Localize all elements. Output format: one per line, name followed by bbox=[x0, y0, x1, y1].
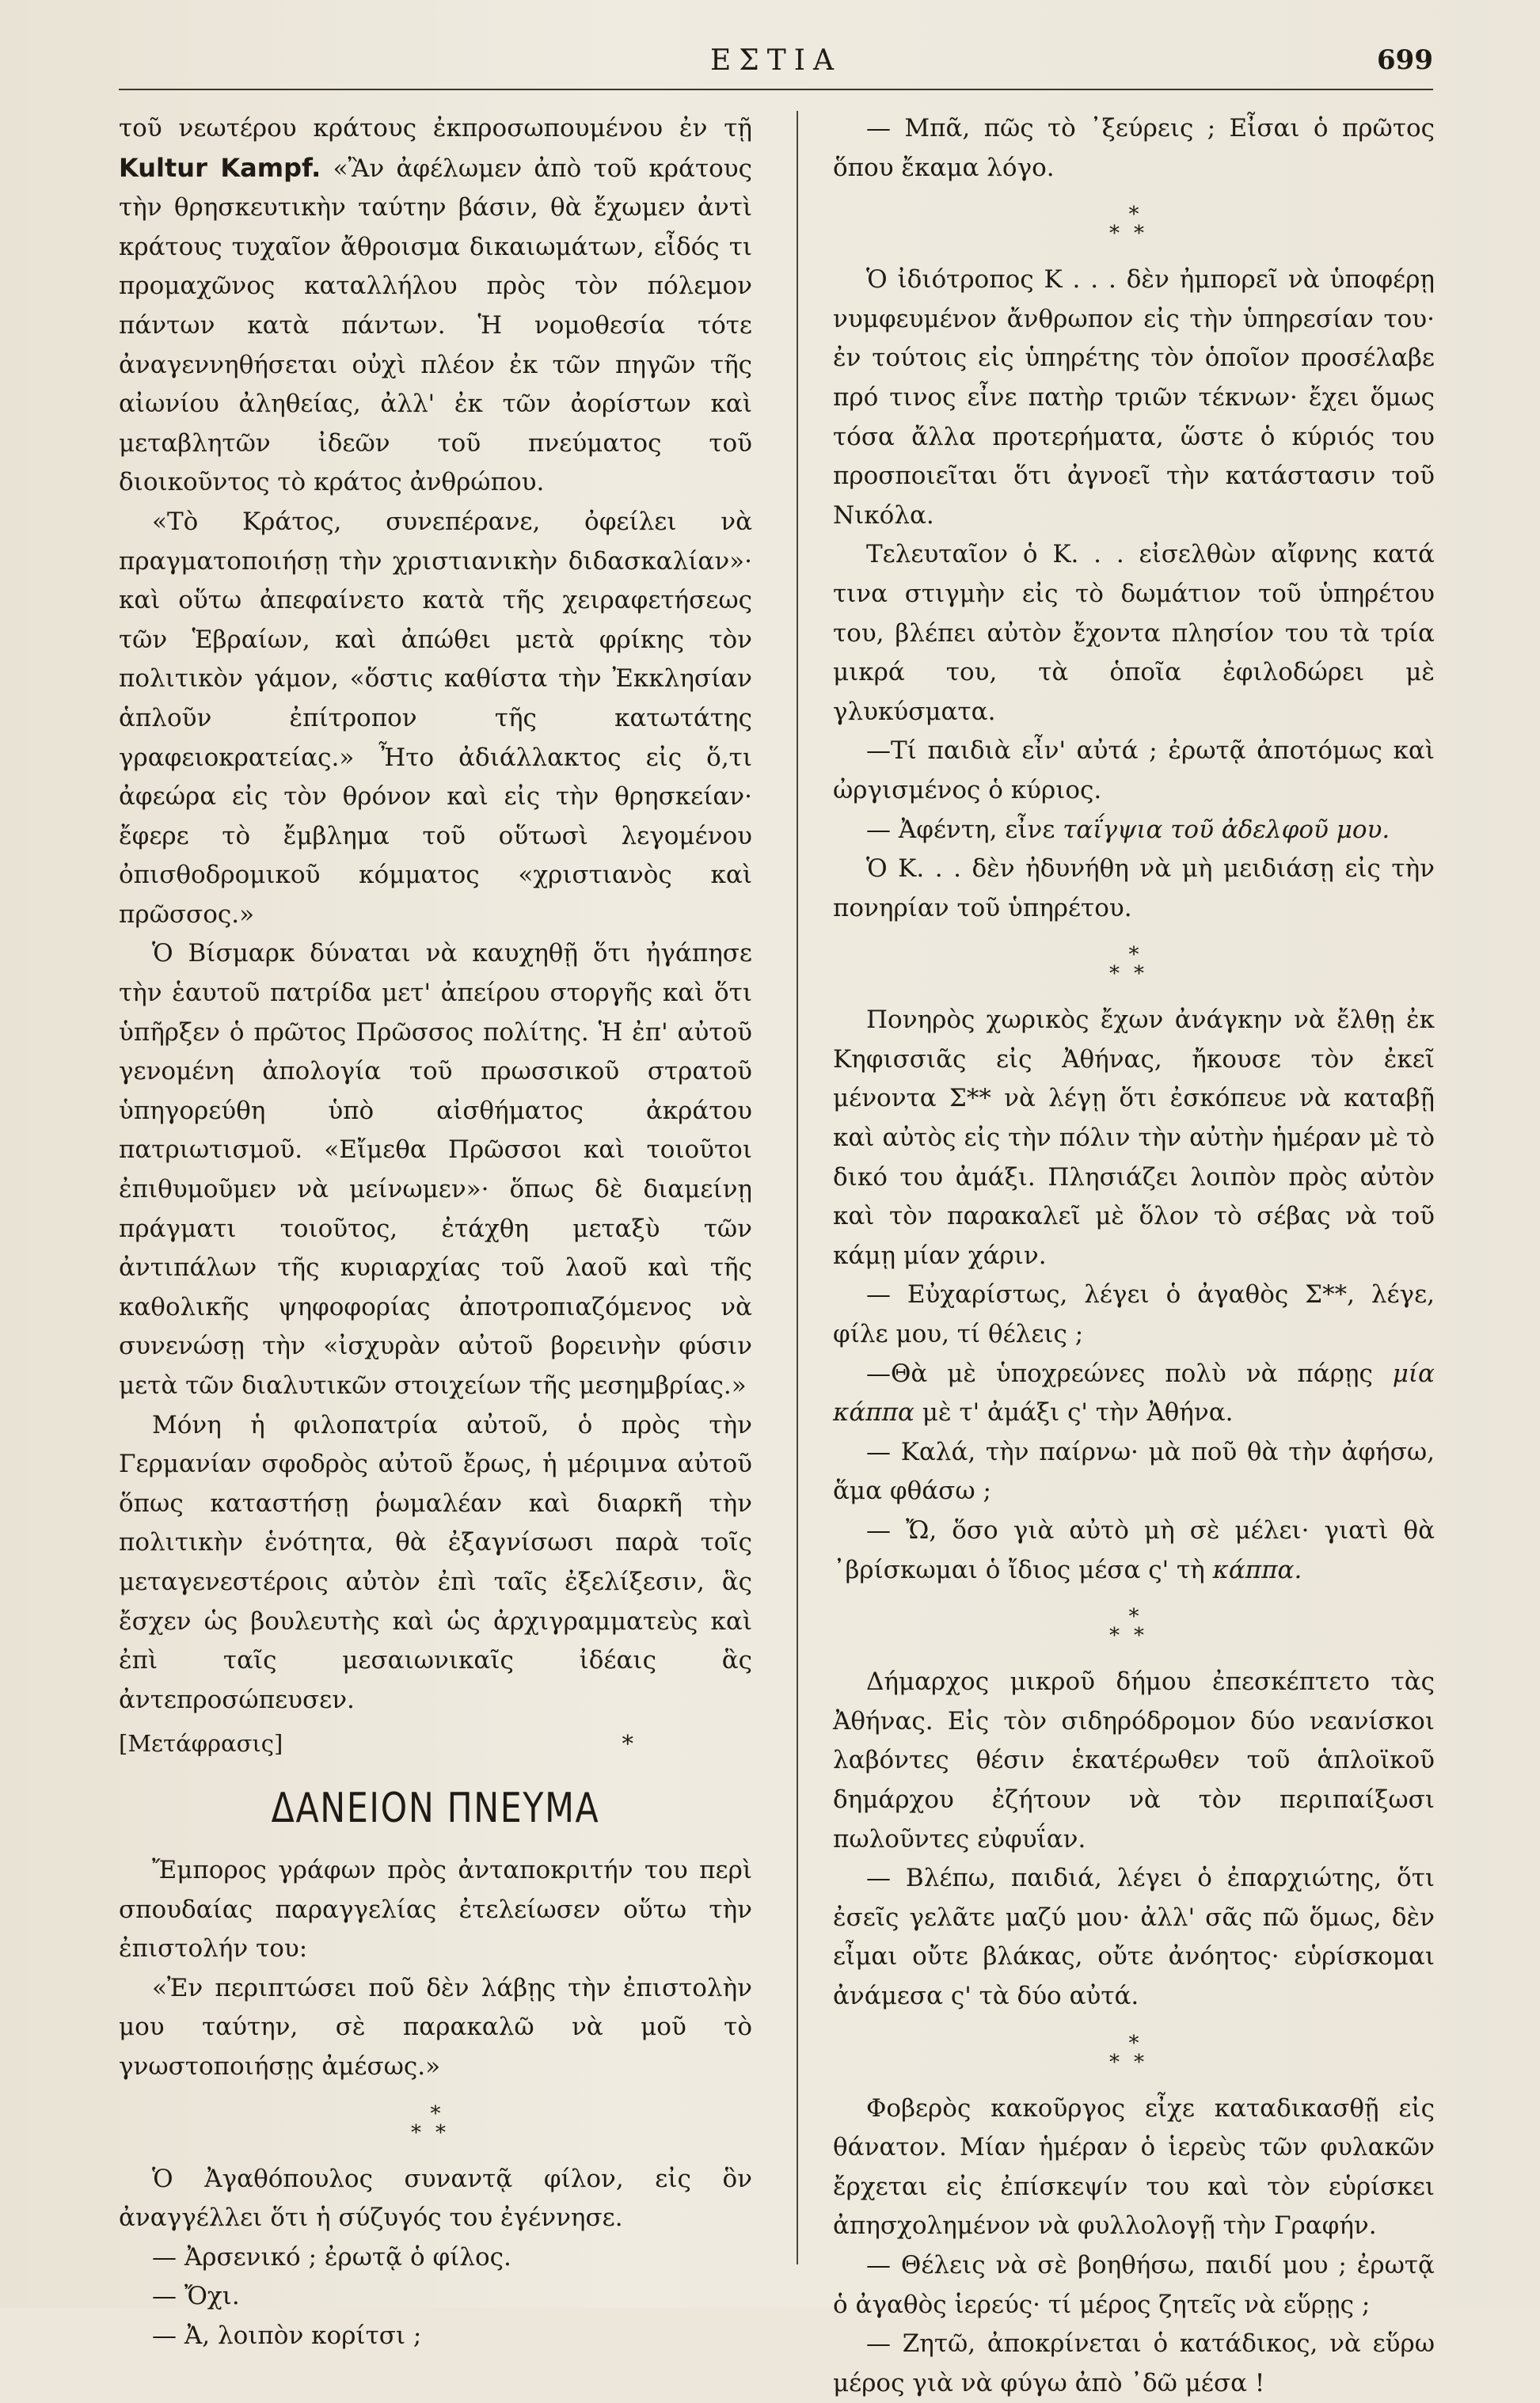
anecdote-mayor: Δήμαρχος μικροῦ δήμου ἐπεσκέπτετο τὰς Ἀθήνας. Εἰς τὸν σιδηρόδρομον δύο νεανίσκοι λαβόντες θέσιν ἑκατέρωθεν τοῦ ἁπλοϊκοῦ δημάρχου ἐζήτουν νὰ τὸν περιπαίξωσι πωλοῦντες εὐφυΐαν. bbox=[833, 1667, 1435, 1854]
dialogue-line: — Ζητῶ, ἀποκρίνεται ὁ κατάδικος, νὰ εὕρω μέρος γιὰ νὰ φύγω ἀπὸ ᾽δῶ μέσα ! bbox=[833, 2329, 1435, 2397]
paragraph-3: Ὁ Βίσμαρκ δύναται νὰ καυχηθῇ ὅτι ἠγάπησε τὴν ἑαυτοῦ πατρίδα μετ' ἀπείρου στοργῆς καὶ ὅτι ὑπῆρξεν ὁ πρῶτος Πρῶσσος πολίτης. Ἡ ἐπ' αὐτοῦ γενομένη ἀπολογία τοῦ πρωσσικοῦ στρατοῦ ὑπηγορεύθη ὑπὸ αἰσθήματος ἀκράτου πατριωτισμοῦ. «Εἴμεθα Πρῶσσοι καὶ τοιοῦτοι ἐπιθυμοῦμεν νὰ μείνωμεν»· ὅπως δὲ διαμείνῃ πράγματι τοιοῦτος, ἐτάχθη μεταξὺ τῶν ἀντιπάλων τῆς κυριαρχίας τοῦ λαοῦ καὶ τῆς καθολικῆς ψηφοφορίας ἀποτροπιαζόμενος νὰ συνενώσῃ τὴν «ἰσχυρὰν αὐτοῦ βορεινὴν φύσιν μετὰ τῶν διαλυτικῶν στοιχείων τῆς μεσημβρίας.» bbox=[119, 939, 752, 1400]
separator-star-bottom: ** bbox=[1109, 1624, 1158, 1648]
header-rule bbox=[119, 89, 1433, 90]
separator-stars bbox=[833, 203, 1435, 246]
separator-star-top: * bbox=[1128, 943, 1139, 968]
journal-title: ΕΣΤΙΑ bbox=[710, 44, 842, 77]
anecdote-convict: Φοβερὸς κακοῦργος εἶχε καταδικασθῇ εἰς θάνατον. Μίαν ἡμέραν ὁ ἱερεὺς τῶν φυλακῶν ἔρχεται εἰς ἐπίσκεψίν του καὶ τὸν εὑρίσκει ἀπησχολημένον νὰ φυλλολογῇ τὴν Γραφήν. bbox=[833, 2093, 1435, 2241]
dialogue-line: — Ἀρσενικό ; ἐρωτᾷ ὁ φίλος. bbox=[152, 2242, 511, 2272]
anecdote-merchant: Ἔμπορος γράφων πρὸς ἀνταποκριτήν του περὶ σπουδαίας παραγγελίας ἐτελείωσεν οὕτω τὴν ἐπιστολήν του: bbox=[119, 1855, 752, 1964]
anecdote-servant-end: Ὁ Κ. . . δὲν ἠδυνήθη νὰ μὴ μειδιάσῃ εἰς τὴν πονηρίαν τοῦ ὑπηρέτου. bbox=[833, 854, 1435, 922]
separator-stars bbox=[833, 1605, 1435, 1648]
dialogue-line bbox=[833, 811, 1435, 850]
separator-star-top: * bbox=[430, 2101, 441, 2126]
dialogue-line: —Τί παιδιὰ εἶν' αὐτά ; ἐρωτᾷ ἀποτόμως καὶ ὠργισμένος ὁ κύριος. bbox=[833, 736, 1435, 804]
translation-label: [Μετάφρασις] bbox=[119, 1730, 283, 1758]
page-header bbox=[119, 38, 1433, 86]
separator-star-bottom: ** bbox=[411, 2120, 460, 2145]
separator-star-top: * bbox=[1128, 2031, 1139, 2055]
separator-stars bbox=[119, 2101, 752, 2145]
intro-rest: «Ἂν ἀφέλωμεν ἀπὸ τοῦ κράτους τὴν θρησκευτικὴν ταύτην βάσιν, θὰ ἔχωμεν ἀντὶ κράτους τυχαῖον ἄθροισμα δικαιωμάτων, εἶδός τι προμαχῶνος καταλλήλου πρὸς τὸν πόλεμον πάντων κατὰ πάντων. Ἡ νομοθεσία τότε ἀναγεννηθήσεται οὐχὶ πλέον ἐκ τῶν πηγῶν τῆς αἰωνίου ἀληθείας, ἀλλ' ἐκ τῶν ἀορίστων καὶ μεταβλητῶν ἰδεῶν τοῦ πνεύματος τοῦ διοικοῦντος τὸ κράτος ἀνθρώπου. bbox=[119, 154, 752, 497]
separator-stars bbox=[833, 943, 1435, 987]
anecdote-agathopoulos: Ὁ Ἀγαθόπουλος συναντᾷ φίλον, εἰς ὃν ἀναγγέλλει ὅτι ἡ σύζυγός του ἐγέννησε. bbox=[119, 2164, 752, 2233]
dialogue-line: — Ὄχι. bbox=[152, 2282, 240, 2311]
dialogue-lead: —Θὰ μὲ ὑποχρεώνες πολὺ νὰ πάρῃς bbox=[866, 1359, 1393, 1388]
dialogue-line: — Ἀ, λοιπὸν κορίτσι ; bbox=[152, 2321, 422, 2350]
dialogue-line: — Μπᾶ, πῶς τὸ ᾽ξεύρεις ; Εἶσαι ὁ πρῶτος ὅπου ἔκαμα λόγο. bbox=[833, 114, 1435, 182]
author-mark: * bbox=[622, 1730, 633, 1758]
page-number: 699 bbox=[1377, 44, 1433, 76]
paragraph-2: «Τὸ Κράτος, συνεπέρανε, ὀφείλει νὰ πραγματοποιήσῃ τὴν χριστιανικὴν διδασκαλίαν»· καὶ οὕτω ἀπεφαίνετο κατὰ τῆς χειραφετήσεως τῶν Ἑβραίων, καὶ ἀπώθει μετὰ φρίκης τὸν πολιτικὸν γάμον, «ὅστις καθίστα τὴν Ἐκκλησίαν ἁπλοῦν ἐπίτροπον τῆς κατωτάτης γραφειοκρατείας.» Ἦτο ἀδιάλλακτος εἰς ὅ,τι ἀφεώρα εἰς τὸν θρόνον καὶ εἰς τὴν θρησκείαν· ἔφερε τὸ ἔμβλημα τοῦ οὕτωσὶ λεγομένου ὀπισθοδρομικοῦ κόμματος «χριστιανὸς καὶ πρῶσσος.» bbox=[119, 507, 752, 929]
anecdote-servant-2: Τελευταῖον ὁ Κ. . . εἰσελθὼν αἴφνης κατά τινα στιγμὴν εἰς τὸ δωμάτιον τοῦ ὑπηρέτου του, βλέπει αὐτὸν ἔχοντα πλησίον του τὰ τρία μικρά του, τὰ ὁποῖα ἐφιλοδώρει μὲ γλυκύσματα. bbox=[833, 540, 1435, 726]
dialogue-tail: μὲ τ' ἀμάξι ς' τὴν Ἀθήνα. bbox=[914, 1398, 1234, 1428]
dialogue-line: — Βλέπω, παιδιά, λέγει ὁ ἐπαρχιώτης, ὅτι ἐσεῖς γελᾶτε μαζύ μου· ἀλλ' σᾶς πῶ ὅμως, δὲν εἶμαι οὔτε βλάκας, οὔτε ἀνόητος· εὑρίσκομαι ἀνάμεσα ς' τὰ δύο αὐτά. bbox=[833, 1864, 1435, 2010]
dialogue-emphasis: ταΐγψια τοῦ ἀδελφοῦ μου. bbox=[1063, 815, 1390, 844]
anecdote-servant: Ὁ ἰδιότροπος Κ . . . δὲν ἠμπορεῖ νὰ ὑποφέρῃ νυμφευμένον ἄνθρωπον εἰς τὴν ὑπηρεσίαν του· ἐν τούτοις εἰς ὑπηρέτης τὸν ὁποῖον προσέλαβε πρό τινος εἶνε πατὴρ τριῶν τέκνων· ἔχει ὅμως τόσα ἄλλα προτερήματα, ὥστε ὁ κύριός του προσποιεῖται ὅτι ἀγνοεῖ τὴν κατάστασιν τοῦ Νικόλα. bbox=[833, 265, 1435, 530]
paragraph-4: Μόνη ἡ φιλοπατρία αὐτοῦ, ὁ πρὸς τὴν Γερμανίαν σφοδρὸς αὐτοῦ ἔρως, ἡ μέριμνα αὐτοῦ ὅπως καταστήσῃ ῥωμαλέαν καὶ διαρκῆ τὴν πολιτικὴν ἑνότητα, θὰ ἐξαγνίσωσι παρὰ τοῖς μεταγενεστέροις αὐτὸν ἐπὶ ταῖς ἐξελίξεσιν, ἃς ἔσχεν ὡς βουλευτὴς καὶ ὡς ἀρχιγραμματεὺς καὶ ἐπὶ ταῖς μεσαιωνικαῖς ἰδέαις ἃς ἀντεπροσώπευσεν. bbox=[119, 1410, 752, 1714]
kultur-kampf: Kultur Kampf. bbox=[119, 152, 321, 183]
dialogue-emphasis: μία κάππα bbox=[833, 1359, 1435, 1428]
section-title: ΔΑΝΕΙΟΝ ΠΝΕΥΜΑ bbox=[271, 1784, 600, 1832]
separator-stars bbox=[833, 2031, 1435, 2074]
separator-star-top: * bbox=[1128, 1605, 1139, 1629]
dialogue-line: — Θέλεις νὰ σὲ βοηθήσω, παιδί μου ; ἐρωτᾷ ὁ ἀγαθὸς ἱερεύς· τί μέρος ζητεῖς νὰ εὕρῃς ; bbox=[833, 2250, 1435, 2319]
separator-star-bottom: ** bbox=[1109, 222, 1158, 246]
column-divider bbox=[797, 111, 798, 2264]
dialogue-emphasis: κάππα. bbox=[1212, 1555, 1302, 1584]
dialogue-line: — Εὐχαρίστως, λέγει ὁ ἀγαθὸς Σ**, λέγε, φίλε μου, τί θέλεις ; bbox=[833, 1280, 1435, 1349]
dialogue-lead: — Ἀφέντη, εἶνε bbox=[866, 815, 1063, 844]
translation-signature bbox=[119, 1724, 752, 1764]
dialogue-line bbox=[833, 1355, 1435, 1433]
dialogue-lead: — Ὤ, ὅσο γιὰ αὐτὸ μὴ σὲ μέλει· γιατὶ θὰ ᾽βρίσκωμαι ὁ ἴδιος μέσα ς' τὴ bbox=[833, 1516, 1435, 1584]
anecdote-merchant-quote: «Ἐν περιπτώσει ποῦ δὲν λάβῃς τὴν ἐπιστολὴν μου ταύτην, σὲ παρακαλῶ νὰ μοῦ τὸ γνωστοποιήσῃς ἀμέσως.» bbox=[119, 1973, 752, 2081]
dialogue-line bbox=[833, 1511, 1435, 1590]
right-column bbox=[833, 109, 1435, 2397]
dialogue-line: — Καλά, τὴν παίρνω· μὰ ποῦ θὰ τὴν ἀφήσω, ἅμα φθάσω ; bbox=[833, 1437, 1435, 1506]
left-column bbox=[119, 109, 752, 2350]
separator-star-bottom: ** bbox=[1109, 2050, 1158, 2074]
anecdote-villager: Πονηρὸς χωρικὸς ἔχων ἀνάγκην νὰ ἔλθῃ ἐκ Κηφισσιᾶς εἰς Ἀθήνας, ἤκουσε τὸν ἐκεῖ μένοντα Σ** νὰ λέγῃ ὅτι ἐσκόπευε νὰ καταβῇ καὶ αὐτὸς εἰς τὴν πόλιν τὴν αὐτὴν ἡμέραν μὲ τὸ δικό του ἀμάξι. Πλησιάζει λοιπὸν πρὸς αὐτὸν καὶ τὸν παρακαλεῖ μὲ ὅλον τὸ σέβας νὰ τοῦ κάμῃ μίαν χάριν. bbox=[833, 1006, 1435, 1270]
paragraph-intro bbox=[119, 109, 752, 503]
separator-star-bottom: ** bbox=[1109, 962, 1158, 987]
separator-star-top: * bbox=[1128, 203, 1139, 227]
intro-text: τοῦ νεωτέρου κράτους ἐκπροσωπουμένου ἐν τῇ bbox=[119, 114, 752, 143]
